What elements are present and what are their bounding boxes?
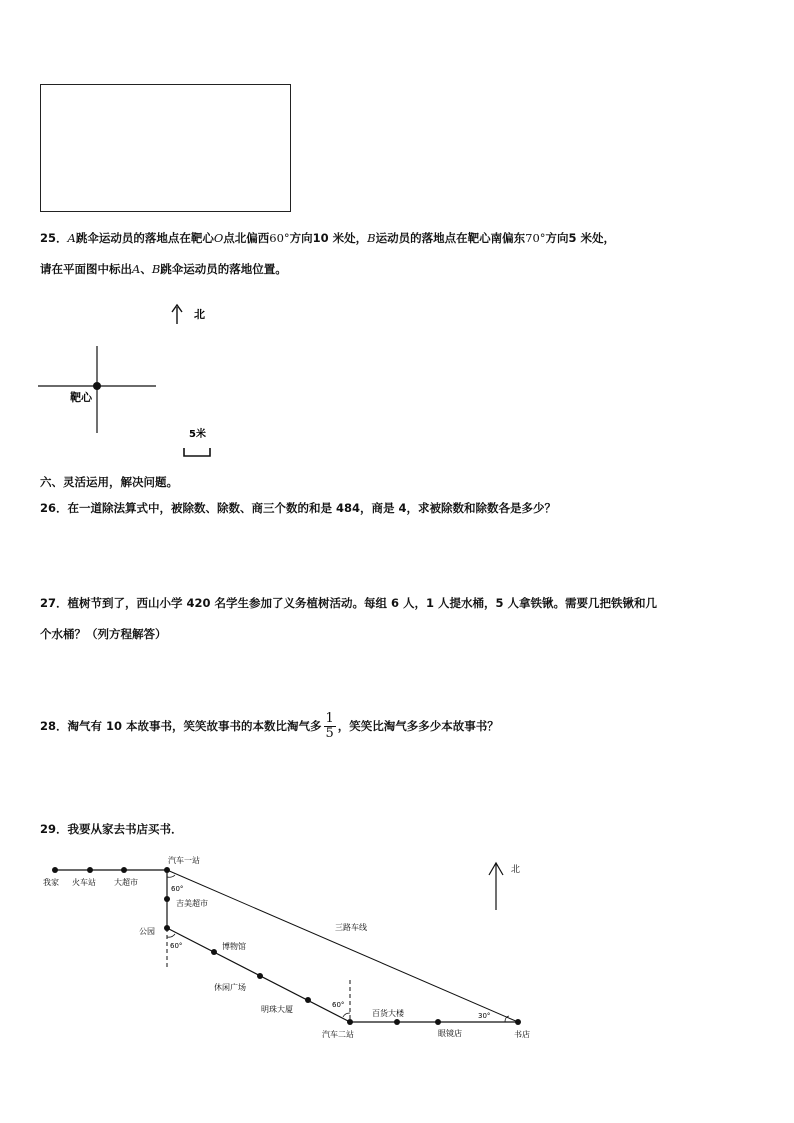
q28-text: [40, 712, 499, 741]
q25-text: 运动员的落地点在靶心南偏东: [375, 231, 526, 245]
park-label: 公园: [139, 927, 155, 936]
angle-arc-2: [167, 934, 175, 937]
angle-4-label: 30°: [478, 1012, 491, 1020]
angle-2-label: 60°: [170, 942, 183, 950]
mingzhu-dot: [305, 997, 311, 1003]
supermarket-label: 大超市: [114, 878, 138, 887]
museum-label: 博物馆: [222, 942, 246, 951]
bus-stop-2-dot: [347, 1019, 353, 1025]
fraction-numerator: 1: [325, 711, 334, 726]
q25-text: 请在平面图中标出: [40, 262, 132, 276]
q25-line2: [40, 261, 287, 277]
var-b: B: [367, 231, 376, 245]
bookstore-label: 书店: [514, 1030, 530, 1039]
map-north-label: 北: [511, 865, 521, 875]
angle-arc-3: [343, 1013, 350, 1017]
home-dot: [52, 867, 58, 873]
route-3-line: [167, 870, 518, 1022]
fraction: [324, 712, 336, 741]
train-station-dot: [87, 867, 93, 873]
target-center-label: 靶心: [70, 391, 92, 404]
angle-3-label: 60°: [332, 1001, 345, 1009]
q25-text: 方向10 米处，: [289, 231, 368, 245]
plaza-label: 休闲广场: [214, 983, 246, 992]
target-figure: [30, 298, 250, 468]
dept-store-dot: [394, 1019, 400, 1025]
q25-line1: [40, 230, 615, 246]
q25-number: 25．: [40, 231, 68, 245]
angle-70: 70°: [525, 231, 546, 245]
bus-stop-2-label: 汽车二站: [322, 1030, 354, 1039]
plaza-dot: [257, 973, 263, 979]
bus-stop-1-label: 汽车一站: [168, 856, 200, 865]
jimei-dot: [164, 896, 170, 902]
target-center-dot: [93, 382, 101, 390]
route-map: [0, 845, 560, 1045]
mingzhu-label: 明珠大厦: [261, 1005, 293, 1014]
dept-store-label: 百货大楼: [372, 1009, 404, 1018]
north-label: 北: [194, 308, 205, 321]
q25-text: 、: [140, 262, 152, 276]
jimei-label: 吉美超市: [176, 899, 208, 908]
north-arrow-icon: [172, 305, 182, 324]
north-arrow-icon: [489, 863, 503, 910]
var-a: A: [67, 231, 76, 245]
q25-text: 跳伞运动员的落地位置。: [160, 262, 287, 276]
angle-1-label: 60°: [171, 885, 184, 893]
train-station-label: 火车站: [72, 878, 96, 887]
q27-line2: 个水桶？（列方程解答）: [40, 627, 167, 641]
route-3-label: 三路车线: [335, 923, 367, 932]
angle-arc-1: [167, 875, 175, 877]
q25-text: 跳伞运动员的落地点在靶心: [75, 231, 214, 245]
q26-text: 26．在一道除法算式中，被除数、除数、商三个数的和是 484，商是 4，求被除数和除数各是多少？: [40, 501, 557, 515]
section-heading: 六、灵活运用，解决问题。: [40, 475, 178, 489]
optician-label: 眼镜店: [438, 1029, 462, 1038]
q28-before: 28．淘气有 10 本故事书，笑笑故事书的本数比淘气多: [40, 719, 322, 733]
q27-line1: 27．植树节到了，西山小学 420 名学生参加了义务植树活动。每组 6 人，1 人提水桶，5 人拿铁锹。需要几把铁锹和几: [40, 596, 658, 610]
var-b: B: [151, 262, 161, 276]
scale-bar: [184, 448, 210, 456]
var-a: A: [132, 262, 141, 276]
museum-dot: [211, 949, 217, 955]
optician-dot: [435, 1019, 441, 1025]
answer-box: [40, 84, 291, 212]
q25-text: 点北偏西: [223, 231, 270, 245]
supermarket-dot: [121, 867, 127, 873]
home-label: 我家: [43, 878, 59, 887]
q25-text: 方向5 米处，: [545, 231, 616, 245]
q28-after: ，笑笑比淘气多多少本故事书？: [337, 719, 499, 733]
fraction-denominator: 5: [325, 726, 334, 741]
angle-60: 60°: [269, 231, 290, 245]
scale-label: 5米: [189, 429, 206, 440]
var-o: O: [213, 231, 224, 245]
q29-text: 29．我要从家去书店买书．: [40, 822, 183, 836]
